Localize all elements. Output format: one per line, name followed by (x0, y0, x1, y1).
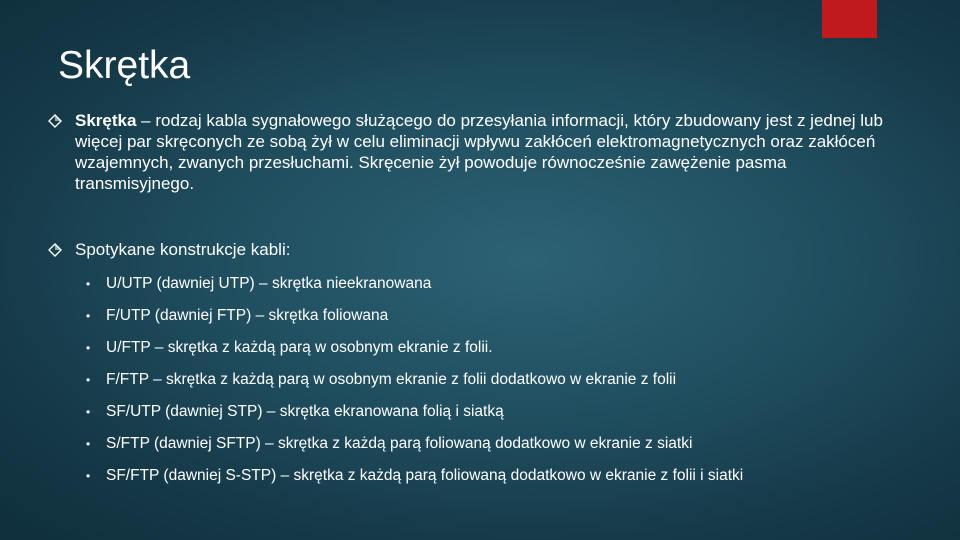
list-item (48, 402, 908, 434)
dot-icon: • (86, 373, 91, 387)
cable-types-list (48, 274, 908, 498)
red-accent-bar (822, 0, 877, 38)
list-item (48, 370, 908, 402)
dot-icon: • (86, 469, 91, 483)
list-item-text: U/UTP (dawniej UTP) – skrętka nieekranowana (106, 275, 432, 292)
list-item-text: SF/FTP (dawniej S-STP) – skrętka z każdą parą foliowaną dodatkowo w ekranie z folii i siatki (106, 467, 744, 484)
bullet-constructions (48, 239, 908, 260)
list-item-text: F/UTP (dawniej FTP) – skrętka foliowana (106, 307, 389, 324)
list-item (48, 274, 908, 306)
list-item (48, 434, 908, 466)
dot-icon: • (86, 341, 91, 355)
slide-title: Skrętka (58, 44, 191, 87)
slide-content (48, 110, 908, 498)
definition-term: Skrętka (75, 111, 137, 130)
list-item (48, 306, 908, 338)
constructions-heading: Spotykane konstrukcje kabli: (75, 240, 291, 259)
list-item (48, 338, 908, 370)
dot-icon: • (86, 405, 91, 419)
dot-icon: • (86, 309, 91, 323)
list-item-text: S/FTP (dawniej SFTP) – skrętka z każdą parą foliowaną dodatkowo w ekranie z siatki (106, 435, 693, 452)
list-item (48, 466, 908, 498)
definition-text: – rodzaj kabla sygnałowego służącego do przesyłania informacji, który zbudowany jest z jednej lub więcej par skręconych ze sobą żył w celu eliminacji wpływu zakłóceń elektromagnetycznych oraz zakłóceń wzajemnych, zwanych przesłuchami. Skręcenie żył powoduje równocześnie zawężenie pasma transmisyjnego. (75, 111, 883, 193)
diamond-outline-icon (48, 243, 62, 257)
dot-icon: • (86, 277, 91, 291)
bullet-definition (48, 110, 908, 194)
list-item-text: U/FTP – skrętka z każdą parą w osobnym ekranie z folii. (106, 339, 493, 356)
list-item-text: F/FTP – skrętka z każdą parą w osobnym ekranie z folii dodatkowo w ekranie z folii (106, 371, 677, 388)
list-item-text: SF/UTP (dawniej STP) – skrętka ekranowana folią i siatką (106, 403, 504, 420)
dot-icon: • (86, 437, 91, 451)
diamond-outline-icon (48, 114, 62, 128)
